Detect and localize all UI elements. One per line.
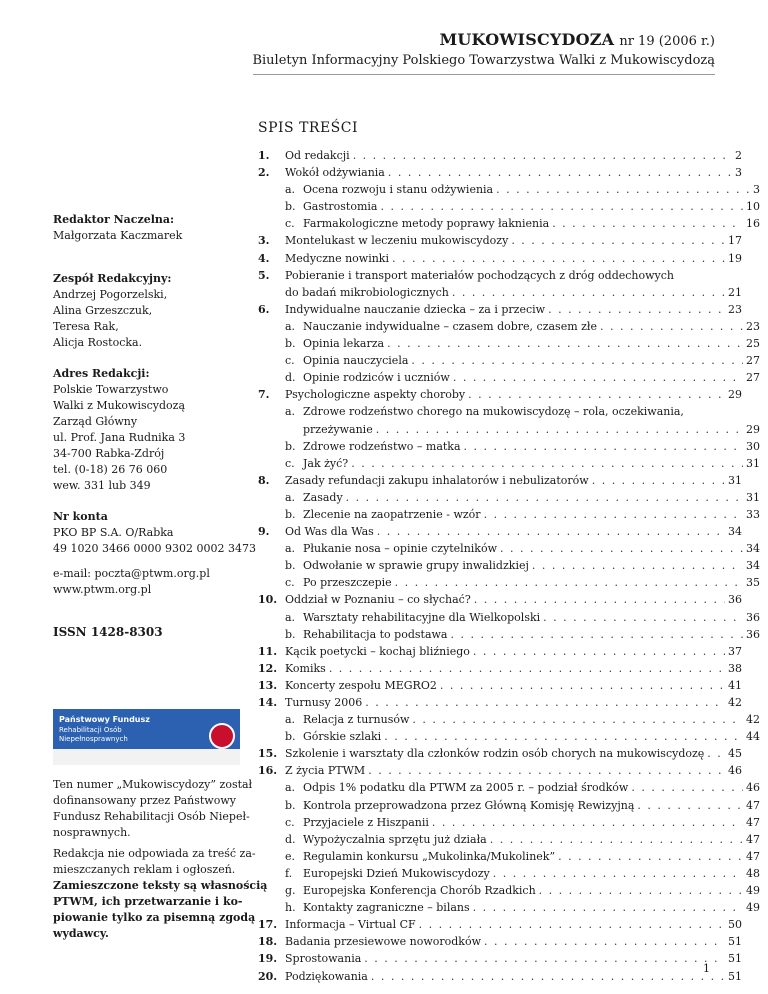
toc-label: Koncerty zespołu MEGRO2 — [285, 678, 437, 692]
toc-label: Jak żyć? — [303, 456, 349, 470]
toc-leader — [365, 694, 725, 711]
toc-entry[interactable] — [258, 968, 742, 985]
toc-entry[interactable] — [258, 267, 715, 284]
toc-leader — [474, 591, 725, 608]
toc-label: Zdrowe rodzeństwo chorego na mukowiscydozę – rola, oczekiwania, — [303, 405, 684, 419]
toc-leader — [353, 147, 732, 164]
toc-page: 31 — [746, 490, 760, 504]
toc-entry[interactable] — [258, 284, 742, 301]
funding-line: Ten numer „Mukowiscydozy” został — [53, 778, 253, 791]
toc-page: 42 — [728, 696, 742, 709]
toc-entry[interactable] — [258, 438, 760, 455]
toc-leader — [377, 523, 725, 540]
account-label: Nr konta — [53, 510, 108, 523]
toc-letter: e. — [285, 849, 296, 863]
toc-entry[interactable] — [258, 403, 715, 420]
toc-number: 10. — [258, 593, 278, 607]
toc-letter: a. — [285, 405, 296, 419]
title-text: MUKOWISCYDOZA — [439, 30, 615, 49]
toc-leader — [432, 814, 743, 831]
toc-letter: h. — [285, 901, 296, 915]
address-line: Polskie Towarzystwo — [53, 383, 169, 396]
toc-page: 38 — [728, 661, 742, 675]
toc-number: 8. — [258, 473, 270, 487]
toc-entry[interactable] — [258, 745, 742, 762]
table-of-contents — [258, 147, 760, 985]
toc-label: Badania przesiewowe noworodków — [285, 935, 482, 949]
toc-entry[interactable] — [258, 643, 742, 660]
toc-page: 27 — [746, 371, 760, 385]
toc-page: 46 — [746, 781, 760, 795]
toc-label: Zasady — [303, 490, 343, 504]
toc-label: Płukanie nosa – opinie czytelników — [303, 542, 498, 556]
toc-number: 1. — [258, 149, 270, 162]
toc-label: Kącik poetycki – kochaj bliźniego — [285, 644, 470, 658]
toc-page: 47 — [746, 849, 760, 863]
toc-label: Medyczne nowinki — [285, 251, 389, 265]
toc-leader — [346, 489, 743, 506]
toc-letter: a. — [285, 610, 296, 624]
toc-label: Wokół odżywiania — [285, 166, 385, 180]
bulletin-subtitle: Biuletyn Informacyjny Polskiego Towarzystwa Walki z Mukowiscydozą — [252, 53, 715, 68]
toc-letter: g. — [285, 884, 296, 898]
toc-page: 16 — [746, 217, 760, 231]
toc-page: 31 — [728, 473, 742, 487]
toc-label: Od redakcji — [285, 149, 350, 162]
toc-entry[interactable] — [258, 694, 742, 711]
toc-label: Opinia nauczyciela — [303, 354, 409, 368]
toc-page: 47 — [746, 815, 760, 829]
toc-label: przeżywanie — [303, 422, 373, 436]
pfron-logo — [53, 709, 240, 765]
toc-label: Wypożyczalnia sprzętu już działa — [303, 832, 487, 846]
toc-page: 36 — [746, 610, 760, 624]
toc-entry[interactable] — [258, 369, 760, 386]
toc-page: 48 — [746, 866, 760, 880]
toc-letter: a. — [285, 490, 296, 504]
toc-entry[interactable] — [258, 591, 742, 608]
funding-note — [53, 777, 253, 841]
toc-page: 3 — [735, 166, 742, 180]
toc-leader — [637, 797, 743, 814]
toc-entry[interactable] — [258, 728, 760, 745]
toc-page: 47 — [746, 798, 760, 812]
disclaimer-line: Redakcja nie odpowiada za treść za- — [53, 847, 256, 860]
toc-leader — [384, 728, 743, 745]
toc-entry[interactable] — [258, 352, 760, 369]
page-number: 1 — [703, 962, 710, 975]
toc-page: 36 — [746, 627, 760, 641]
toc-letter: c. — [285, 576, 295, 590]
toc-leader — [511, 232, 725, 249]
header-divider — [253, 74, 715, 75]
toc-letter: c. — [285, 456, 295, 470]
toc-label: Komiks — [285, 661, 326, 675]
toc-label: Psychologiczne aspekty choroby — [285, 388, 466, 402]
funding-line: Fundusz Rehabilitacji Osób Niepeł- — [53, 810, 250, 823]
toc-number: 3. — [258, 234, 270, 248]
toc-entry[interactable] — [258, 865, 760, 882]
toc-page: 49 — [746, 884, 760, 898]
toc-entry[interactable] — [258, 386, 742, 403]
toc-letter: b. — [285, 627, 296, 641]
toc-page: 34 — [728, 525, 742, 539]
toc-number: 15. — [258, 747, 278, 761]
toc-title: SPIS TREŚCI — [258, 120, 359, 136]
toc-letter: c. — [285, 217, 295, 231]
toc-leader — [631, 779, 743, 796]
toc-page: 47 — [746, 832, 760, 846]
toc-leader — [707, 745, 725, 762]
toc-page: 45 — [728, 747, 742, 761]
toc-page: 31 — [746, 456, 760, 470]
toc-number: 18. — [258, 935, 278, 949]
toc-letter: d. — [285, 371, 296, 385]
logo-emblem-icon — [209, 723, 235, 749]
toc-number: 2. — [258, 166, 270, 180]
account-block — [53, 509, 256, 557]
toc-letter: a. — [285, 183, 296, 197]
toc-label: Zdrowe rodzeństwo – matka — [303, 439, 461, 453]
toc-leader — [381, 198, 744, 215]
toc-page: 29 — [746, 422, 760, 436]
toc-entry[interactable] — [258, 814, 760, 831]
toc-page: 17 — [728, 234, 742, 248]
toc-page: 41 — [728, 678, 742, 692]
address-line: tel. (0-18) 26 76 060 — [53, 463, 168, 476]
toc-page: 34 — [746, 559, 760, 573]
toc-label: Odwołanie w sprawie grupy inwalidzkiej — [303, 559, 529, 573]
toc-entry[interactable] — [258, 574, 760, 591]
toc-label: Odpis 1% podatku dla PTWM za 2005 r. – podział środków — [303, 781, 629, 795]
toc-page: 3 — [753, 183, 760, 197]
toc-leader — [490, 831, 743, 848]
toc-number: 9. — [258, 525, 270, 539]
toc-leader — [452, 284, 725, 301]
toc-leader — [450, 626, 743, 643]
toc-letter: a. — [285, 713, 296, 727]
toc-number: 5. — [258, 268, 270, 282]
toc-label: Zasady refundacji zakupu inhalatorów i nebulizatorów — [285, 473, 589, 487]
toc-label: Górskie szlaki — [303, 730, 382, 744]
toc-page: 23 — [746, 319, 760, 333]
toc-entry[interactable] — [258, 250, 742, 267]
toc-leader — [532, 557, 743, 574]
toc-label: Zlecenie na zaopatrzenie - wzór — [303, 507, 481, 521]
issn-block — [53, 624, 243, 640]
toc-label: Podziękowania — [285, 969, 368, 983]
toc-page: 27 — [746, 354, 760, 368]
toc-entry[interactable] — [258, 489, 760, 506]
toc-letter: a. — [285, 319, 296, 333]
toc-page: 19 — [728, 251, 742, 265]
toc-letter: b. — [285, 730, 296, 744]
funding-line: nosprawnych. — [53, 826, 131, 839]
toc-label: Warsztaty rehabilitacyjne dla Wielkopolski — [303, 610, 541, 624]
team-member: Teresa Rak, — [53, 320, 119, 333]
toc-label: Oddział w Poznaniu – co słychać? — [285, 593, 471, 607]
address-label: Adres Redakcji: — [53, 367, 150, 380]
toc-number: 4. — [258, 251, 270, 265]
address-line: Zarząd Główny — [53, 415, 138, 428]
toc-entry[interactable] — [258, 762, 742, 779]
toc-entry[interactable] — [258, 848, 760, 865]
toc-entry[interactable] — [258, 198, 760, 215]
toc-letter: b. — [285, 200, 296, 214]
toc-label: Z życia PTWM — [285, 764, 366, 778]
toc-leader — [392, 250, 725, 267]
toc-label: do badań mikrobiologicznych — [285, 285, 449, 299]
toc-page: 25 — [746, 337, 760, 351]
toc-entry[interactable] — [258, 711, 760, 728]
toc-leader — [376, 421, 743, 438]
toc-leader — [484, 933, 725, 950]
toc-label: Montelukast w leczeniu mukowiscydozy — [285, 234, 509, 248]
toc-leader — [496, 181, 750, 198]
toc-letter: b. — [285, 559, 296, 573]
toc-page: 10 — [746, 200, 760, 214]
team-member: Alina Grzeszczuk, — [53, 304, 153, 317]
toc-label: Kontakty zagraniczne – bilans — [303, 901, 470, 915]
toc-label: Farmakologiczne metody poprawy łaknienia — [303, 217, 550, 231]
toc-page: 29 — [728, 388, 742, 402]
toc-leader — [592, 472, 725, 489]
toc-number: 14. — [258, 696, 278, 709]
address-line: Walki z Mukowiscydozą — [53, 399, 186, 412]
logo-line: Niepełnosprawnych — [59, 735, 128, 743]
toc-leader — [395, 574, 743, 591]
toc-page: 34 — [746, 542, 760, 556]
toc-label: Relacja z turnusów — [303, 713, 410, 727]
account-number: 49 1020 3466 0000 9302 0002 3473 — [53, 542, 256, 555]
toc-entry[interactable] — [258, 147, 742, 164]
team-member: Andrzej Pogorzelski, — [53, 288, 168, 301]
toc-page: 51 — [728, 935, 742, 949]
copyright-line: PTWM, ich przetwarzanie i ko- — [53, 895, 243, 908]
toc-label: Kontrola przeprowadzona przez Główną Komisję Rewizyjną — [303, 798, 635, 812]
bulletin-title — [439, 30, 715, 49]
address-line: ul. Prof. Jana Rudnika 3 — [53, 431, 186, 444]
toc-label: Nauczanie indywidualne – czasem dobre, czasem złe — [303, 319, 598, 333]
editor-name: Małgorzata Kaczmarek — [53, 229, 183, 242]
address-block — [53, 366, 243, 494]
toc-leader — [411, 352, 743, 369]
disclaimer-line: mieszczanych reklam i ogłoszeń. — [53, 863, 236, 876]
editor-label: Redaktor Naczelna: — [53, 213, 175, 226]
toc-page: 30 — [746, 439, 760, 453]
team-label: Zespół Redakcyjny: — [53, 272, 172, 285]
toc-entry[interactable] — [258, 660, 742, 677]
toc-leader — [473, 643, 725, 660]
copyright-line: wydawcy. — [53, 927, 109, 940]
toc-leader — [453, 369, 743, 386]
toc-label: Opinia lekarza — [303, 337, 385, 351]
toc-page: 33 — [746, 507, 760, 521]
toc-letter: d. — [285, 832, 296, 846]
toc-label: Opinie rodziców i uczniów — [303, 371, 450, 385]
toc-label: Indywidualne nauczanie dziecka – za i przeciw — [285, 302, 546, 316]
toc-page: 23 — [728, 302, 742, 316]
copyright-line: piowanie tylko za pisemną zgodą — [53, 911, 256, 924]
website-link[interactable]: www.ptwm.org.pl — [53, 583, 152, 596]
toc-page: 49 — [746, 901, 760, 915]
toc-number: 12. — [258, 661, 278, 675]
toc-number: 20. — [258, 969, 278, 983]
toc-leader — [440, 677, 725, 694]
toc-label: Po przeszczepie — [303, 576, 392, 590]
issue-text: nr 19 (2006 r.) — [619, 34, 715, 49]
toc-label: Sprostowania — [285, 952, 362, 966]
toc-entry[interactable] — [258, 421, 760, 438]
funding-line: dofinansowany przez Państwowy — [53, 794, 236, 807]
toc-label: Ocena rozwoju i stanu odżywienia — [303, 183, 494, 197]
toc-label: Europejska Konferencja Chorób Rzadkich — [303, 884, 536, 898]
toc-letter: a. — [285, 781, 296, 795]
toc-number: 6. — [258, 302, 270, 316]
toc-letter: a. — [285, 542, 296, 556]
toc-entry[interactable] — [258, 899, 760, 916]
toc-entry[interactable] — [258, 677, 742, 694]
team-member: Alicja Rostocka. — [53, 336, 143, 349]
editor-block — [53, 212, 243, 244]
toc-number: 16. — [258, 764, 278, 778]
toc-entry[interactable] — [258, 950, 742, 967]
toc-leader — [468, 386, 725, 403]
toc-leader — [364, 950, 725, 967]
toc-leader — [464, 438, 743, 455]
toc-leader — [329, 660, 725, 677]
toc-entry[interactable] — [258, 540, 760, 557]
toc-letter: c. — [285, 354, 295, 368]
toc-label: Gastrostomia — [303, 200, 378, 214]
toc-label: Pobieranie i transport materiałów pochodzących z dróg oddechowych — [285, 268, 675, 282]
toc-entry[interactable] — [258, 164, 742, 181]
toc-entry[interactable] — [258, 626, 760, 643]
toc-leader — [412, 711, 743, 728]
toc-leader — [419, 916, 725, 933]
toc-entry[interactable] — [258, 831, 760, 848]
toc-leader — [548, 301, 725, 318]
toc-page: 46 — [728, 764, 742, 778]
toc-letter: b. — [285, 798, 296, 812]
issn: ISSN 1428-8303 — [53, 625, 163, 639]
toc-page: 37 — [728, 644, 742, 658]
copyright-line: Zamieszczone teksty są własnością — [53, 879, 268, 892]
toc-entry[interactable] — [258, 916, 742, 933]
toc-label: Przyjaciele z Hiszpanii — [303, 815, 429, 829]
toc-leader — [539, 882, 743, 899]
toc-entry[interactable] — [258, 609, 760, 626]
toc-entry[interactable] — [258, 506, 760, 523]
toc-leader — [388, 164, 732, 181]
toc-leader — [500, 540, 743, 557]
toc-leader — [600, 318, 743, 335]
bank-name: PKO BP S.A. O/Rabka — [53, 526, 174, 539]
toc-page: 36 — [728, 593, 742, 607]
toc-leader — [484, 506, 743, 523]
toc-leader — [493, 865, 743, 882]
toc-leader — [558, 848, 743, 865]
toc-page: 50 — [728, 918, 742, 932]
toc-page: 44 — [746, 730, 760, 744]
toc-entry[interactable] — [258, 557, 760, 574]
toc-label: Turnusy 2006 — [285, 696, 363, 709]
toc-label: Szkolenie i warsztaty dla członków rodzin osób chorych na mukowiscydozę — [285, 747, 705, 761]
toc-leader — [473, 899, 743, 916]
toc-number: 11. — [258, 644, 278, 658]
toc-entry[interactable] — [258, 933, 742, 950]
email-link[interactable]: e-mail: poczta@ptwm.org.pl — [53, 567, 210, 580]
address-line: wew. 331 lub 349 — [53, 479, 151, 492]
toc-page: 21 — [728, 285, 742, 299]
toc-number: 7. — [258, 388, 270, 402]
toc-number: 13. — [258, 678, 278, 692]
toc-leader — [371, 968, 725, 985]
address-line: 34-700 Rabka-Zdrój — [53, 447, 165, 460]
logo-line: Rehabilitacji Osób — [59, 726, 122, 734]
toc-number: 17. — [258, 918, 278, 932]
toc-entry[interactable] — [258, 472, 742, 489]
toc-letter: c. — [285, 815, 295, 829]
toc-page: 42 — [746, 713, 760, 727]
toc-entry[interactable] — [258, 882, 760, 899]
toc-entry[interactable] — [258, 779, 760, 796]
toc-entry[interactable] — [258, 455, 760, 472]
toc-page: 51 — [728, 969, 742, 983]
toc-label: Od Was dla Was — [285, 525, 374, 539]
toc-entry[interactable] — [258, 215, 760, 232]
toc-entry[interactable] — [258, 181, 760, 198]
toc-entry[interactable] — [258, 301, 742, 318]
toc-page: 51 — [728, 952, 742, 966]
toc-leader — [387, 335, 743, 352]
toc-number: 19. — [258, 952, 278, 966]
toc-page: 35 — [746, 576, 760, 590]
contact-block — [53, 566, 243, 598]
team-block — [53, 271, 243, 351]
toc-entry[interactable] — [258, 318, 760, 335]
toc-label: Rehabilitacja to podstawa — [303, 627, 448, 641]
toc-letter: b. — [285, 337, 296, 351]
toc-letter: b. — [285, 507, 296, 521]
toc-letter: f. — [285, 866, 293, 880]
toc-entry[interactable] — [258, 335, 760, 352]
toc-leader — [368, 762, 725, 779]
toc-page: 2 — [735, 149, 742, 162]
toc-letter: b. — [285, 439, 296, 453]
toc-leader — [552, 215, 743, 232]
toc-entry[interactable] — [258, 523, 742, 540]
toc-entry[interactable] — [258, 797, 760, 814]
toc-label: Europejski Dzień Mukowiscydozy — [303, 866, 490, 880]
logo-line: Państwowy Fundusz — [59, 715, 150, 724]
toc-entry[interactable] — [258, 232, 742, 249]
toc-leader — [351, 455, 743, 472]
toc-label: Regulamin konkursu „Mukolinka/Mukolinek” — [303, 849, 556, 863]
toc-leader — [543, 609, 743, 626]
toc-label: Informacja – Virtual CF — [285, 918, 416, 932]
